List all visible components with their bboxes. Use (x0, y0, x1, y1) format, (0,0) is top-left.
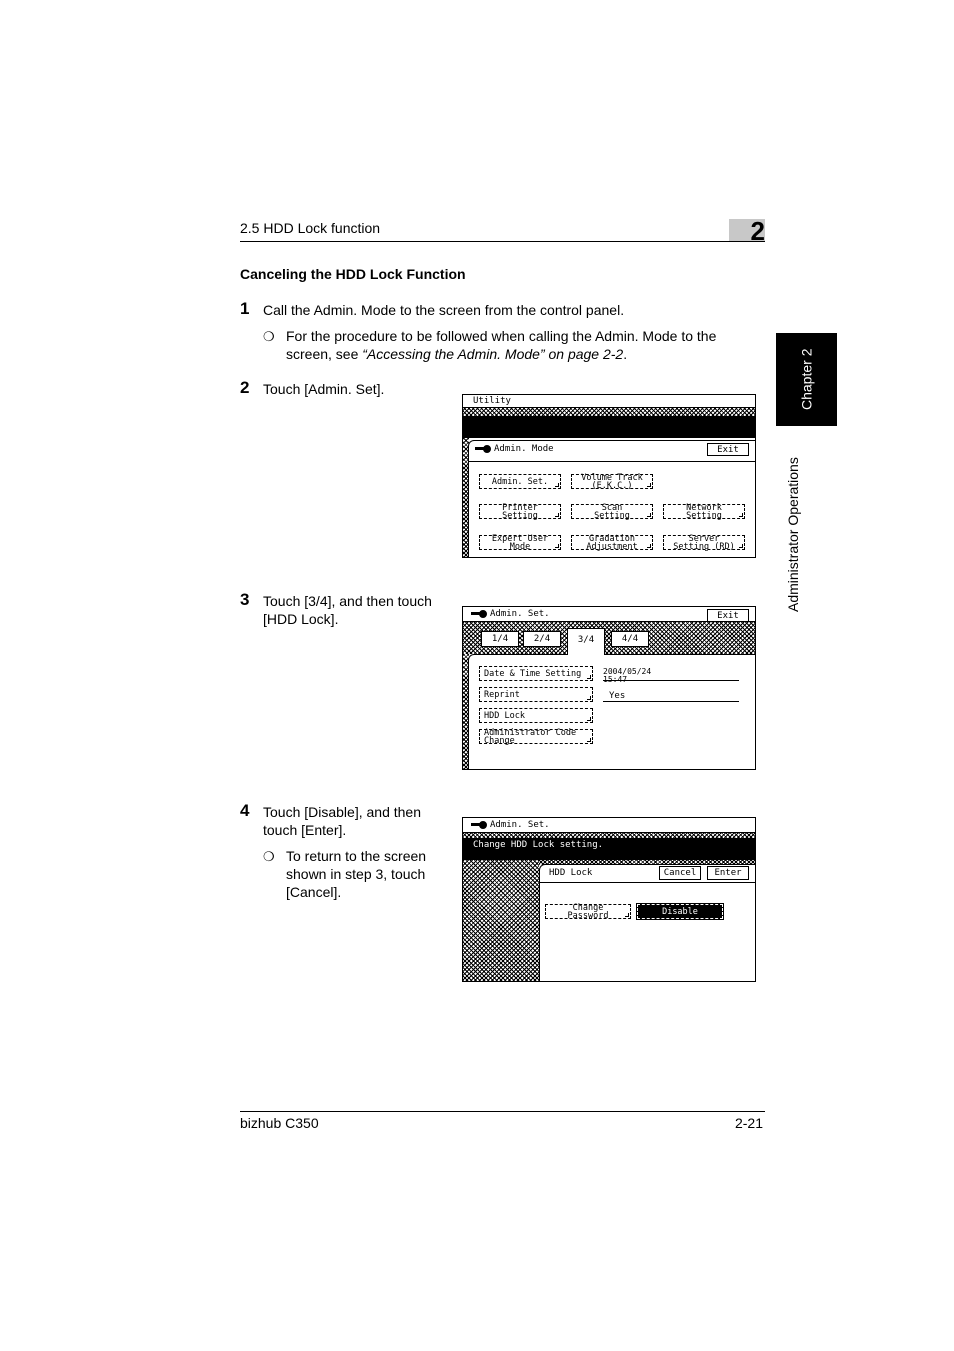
screenshot-admin-set-tabs (462, 606, 756, 770)
button-label: Setting (594, 510, 630, 521)
footer-rule (240, 1111, 765, 1112)
tab-3-4[interactable]: 3/4 (567, 628, 605, 655)
step-text: Touch [Admin. Set]. (263, 381, 385, 397)
network-setting-button[interactable] (663, 504, 745, 519)
hdd-lock-panel-title: HDD Lock (549, 868, 593, 878)
change-password-button[interactable] (545, 904, 631, 919)
lcd-title-bar (463, 395, 755, 408)
sub-step-text-part: For the procedure to be followed when calling the Admin. Mode to the screen, see (286, 328, 717, 362)
lcd-pattern (463, 860, 539, 981)
button-label: Administrator Code (484, 727, 577, 738)
step-text-line: touch [Enter]. (263, 822, 347, 838)
lcd-pattern (463, 408, 755, 416)
button-label: Admin. Set. (491, 476, 549, 487)
footer-page-number: 2-21 (734, 1115, 763, 1131)
value-underline (603, 680, 739, 681)
chapter-number: 2 (750, 216, 765, 246)
button-label: Setting (502, 510, 538, 521)
admin-mode-text: Admin. Mode (494, 444, 554, 454)
button-label: Gradation (588, 533, 636, 544)
cancel-button[interactable]: Cancel (659, 866, 701, 880)
reprint-button[interactable]: Reprint (479, 687, 593, 702)
button-label: Setting (686, 510, 722, 521)
tab-1-4[interactable]: 1/4 (481, 631, 519, 647)
chapter-tab-label: Chapter 2 (798, 348, 815, 411)
key-icon (475, 445, 491, 452)
reprint-value: Yes (609, 691, 626, 701)
tab-2-4[interactable]: 2/4 (523, 631, 561, 647)
step-text-line: [HDD Lock]. (263, 611, 339, 627)
exit-button[interactable]: Exit (707, 609, 749, 622)
admin-set-label (471, 820, 550, 830)
date-time-setting-button[interactable]: Date & Time Setting (479, 666, 593, 681)
value-underline (603, 701, 739, 702)
server-setting-button[interactable] (663, 535, 745, 550)
key-icon (471, 821, 487, 828)
section-tab-label: Administrator Operations (785, 457, 801, 613)
running-header: 2.5 HDD Lock function (240, 220, 381, 236)
button-label: Expert User (491, 533, 549, 544)
step-text (263, 592, 432, 628)
button-label: Password (567, 910, 609, 921)
lcd-title: Admin. Set. (490, 820, 550, 830)
bullet-icon: ❍ (263, 849, 275, 864)
step-text-line: Touch [Disable], and then (263, 804, 421, 820)
section-title: Canceling the HDD Lock Function (240, 266, 466, 282)
header-rule (240, 241, 765, 242)
button-label: Volume Track (581, 472, 643, 483)
button-label: Mode (509, 541, 531, 552)
administrator-code-change-button[interactable] (479, 729, 593, 744)
lcd-title: Admin. Set. (490, 609, 550, 619)
step-number: 3 (240, 590, 250, 609)
button-label: Printer (502, 502, 538, 513)
sub-step-text-part: . (623, 346, 628, 362)
enter-button[interactable]: Enter (707, 866, 749, 880)
sub-step-line: shown in step 3, touch (286, 866, 426, 882)
lcd-message-bar (463, 416, 755, 438)
lcd-title: Utility (473, 396, 511, 406)
step-text (263, 803, 421, 839)
button-label: Network (686, 502, 722, 513)
exit-button[interactable]: Exit (707, 443, 749, 456)
admin-set-button[interactable] (479, 474, 561, 489)
footer-product: bizhub C350 (240, 1115, 319, 1131)
printer-setting-button[interactable] (479, 504, 561, 519)
step-number: 2 (240, 378, 250, 397)
date-value: 2004/05/24 (603, 667, 652, 676)
sub-step-line: To return to the screen (286, 848, 427, 864)
button-label: Setting (RD) (673, 541, 735, 552)
current-date-time (603, 668, 651, 684)
button-label: Change (484, 735, 515, 746)
button-label: Adjustment (586, 541, 638, 552)
button-label: Scan (601, 502, 623, 513)
sub-step-text (286, 847, 426, 901)
step-text-line: Touch [3/4], and then touch (263, 593, 432, 609)
volume-track-button[interactable] (571, 474, 653, 489)
lcd-title-bar (463, 818, 755, 833)
step-number: 1 (240, 299, 250, 318)
button-label: Change (572, 902, 604, 913)
cross-reference-link[interactable]: “Accessing the Admin. Mode” on page 2-2 (362, 346, 624, 362)
admin-set-label (471, 609, 550, 619)
sub-step-line: [Cancel]. (286, 884, 342, 900)
button-label: (E.K.C.) (591, 480, 633, 491)
key-icon (471, 610, 487, 617)
admin-mode-label (475, 444, 554, 454)
expert-user-mode-button[interactable] (479, 535, 561, 550)
hdd-lock-button[interactable]: HDD Lock (479, 708, 593, 723)
tab-4-4[interactable]: 4/4 (611, 631, 649, 647)
disable-button[interactable]: Disable (637, 904, 723, 919)
screenshot-hdd-lock (462, 817, 756, 982)
lcd-divider (468, 461, 756, 462)
bullet-icon: ❍ (263, 329, 275, 344)
gradation-adjustment-button[interactable] (571, 535, 653, 550)
lcd-message: Change HDD Lock setting. (473, 840, 604, 850)
sub-step-text (286, 327, 746, 363)
lcd-divider (539, 882, 756, 883)
scan-setting-button[interactable] (571, 504, 653, 519)
step-number: 4 (240, 801, 250, 820)
step-text: Call the Admin. Mode to the screen from the control panel. (263, 302, 625, 318)
button-label: Server (688, 533, 720, 544)
screenshot-admin-mode (462, 394, 756, 558)
lcd-message-bar (463, 838, 755, 860)
